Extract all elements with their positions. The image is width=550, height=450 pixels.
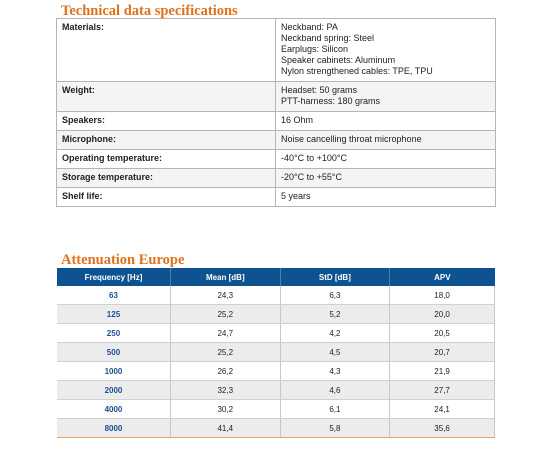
frequency-cell: 1000 [57, 362, 170, 381]
mean-cell: 26,2 [170, 362, 280, 381]
apv-cell: 24,1 [390, 400, 495, 419]
frequency-cell: 63 [57, 286, 170, 305]
spec-value: -20°C to +55°C [276, 169, 496, 188]
spec-label: Weight: [57, 82, 276, 112]
attenuation-row [57, 343, 495, 362]
spec-label: Speakers: [57, 112, 276, 131]
std-cell: 4,2 [280, 324, 390, 343]
spec-value: 16 Ohm [276, 112, 496, 131]
spec-table-body [57, 19, 496, 207]
std-cell: 4,6 [280, 381, 390, 400]
spec-label: Materials: [57, 19, 276, 82]
spec-label: Operating temperature: [57, 150, 276, 169]
mean-cell: 24,7 [170, 324, 280, 343]
attenuation-table-head [57, 268, 495, 286]
std-cell: 5,8 [280, 419, 390, 438]
spec-row [57, 169, 496, 188]
spec-row [57, 19, 496, 82]
spec-value: Noise cancelling throat microphone [276, 131, 496, 150]
spec-row [57, 150, 496, 169]
column-header-std: StD [dB] [280, 268, 390, 286]
spec-value: Neckband: PA Neckband spring: Steel Earplugs: Silicon Speaker cabinets: Aluminum Nylon strengthened cables: TPE, TPU [276, 19, 496, 82]
apv-cell: 20,7 [390, 343, 495, 362]
spec-row [57, 188, 496, 207]
attenuation-row [57, 286, 495, 305]
mean-cell: 30,2 [170, 400, 280, 419]
frequency-cell: 500 [57, 343, 170, 362]
mean-cell: 41,4 [170, 419, 280, 438]
spec-row [57, 112, 496, 131]
attenuation-row [57, 400, 495, 419]
column-header-apv: APV [390, 268, 495, 286]
column-header-mean: Mean [dB] [170, 268, 280, 286]
frequency-cell: 250 [57, 324, 170, 343]
attenuation-table [57, 268, 495, 438]
spec-label: Storage temperature: [57, 169, 276, 188]
apv-cell: 18,0 [390, 286, 495, 305]
mean-cell: 24,3 [170, 286, 280, 305]
std-cell: 6,3 [280, 286, 390, 305]
std-cell: 5,2 [280, 305, 390, 324]
attenuation-row [57, 419, 495, 438]
apv-cell: 21,9 [390, 362, 495, 381]
apv-cell: 35,6 [390, 419, 495, 438]
specs-heading: Technical data specifications [61, 3, 238, 19]
spec-label: Shelf life: [57, 188, 276, 207]
attenuation-row [57, 305, 495, 324]
attenuation-row [57, 362, 495, 381]
attenuation-row [57, 381, 495, 400]
frequency-cell: 4000 [57, 400, 170, 419]
spec-value: Headset: 50 grams PTT-harness: 180 grams [276, 82, 496, 112]
mean-cell: 32,3 [170, 381, 280, 400]
apv-cell: 20,0 [390, 305, 495, 324]
apv-cell: 20,5 [390, 324, 495, 343]
std-cell: 4,5 [280, 343, 390, 362]
spec-label: Microphone: [57, 131, 276, 150]
std-cell: 6,1 [280, 400, 390, 419]
attenuation-header-row [57, 268, 495, 286]
frequency-cell: 2000 [57, 381, 170, 400]
frequency-cell: 8000 [57, 419, 170, 438]
spec-row [57, 131, 496, 150]
attenuation-row [57, 324, 495, 343]
spec-value: 5 years [276, 188, 496, 207]
spec-row [57, 82, 496, 112]
apv-cell: 27,7 [390, 381, 495, 400]
mean-cell: 25,2 [170, 305, 280, 324]
std-cell: 4,3 [280, 362, 390, 381]
spec-value: -40°C to +100°C [276, 150, 496, 169]
frequency-cell: 125 [57, 305, 170, 324]
spec-table [56, 18, 496, 207]
column-header-frequency: Frequency [Hz] [57, 268, 170, 286]
attenuation-heading: Attenuation Europe [61, 252, 185, 268]
mean-cell: 25,2 [170, 343, 280, 362]
attenuation-table-body [57, 286, 495, 438]
